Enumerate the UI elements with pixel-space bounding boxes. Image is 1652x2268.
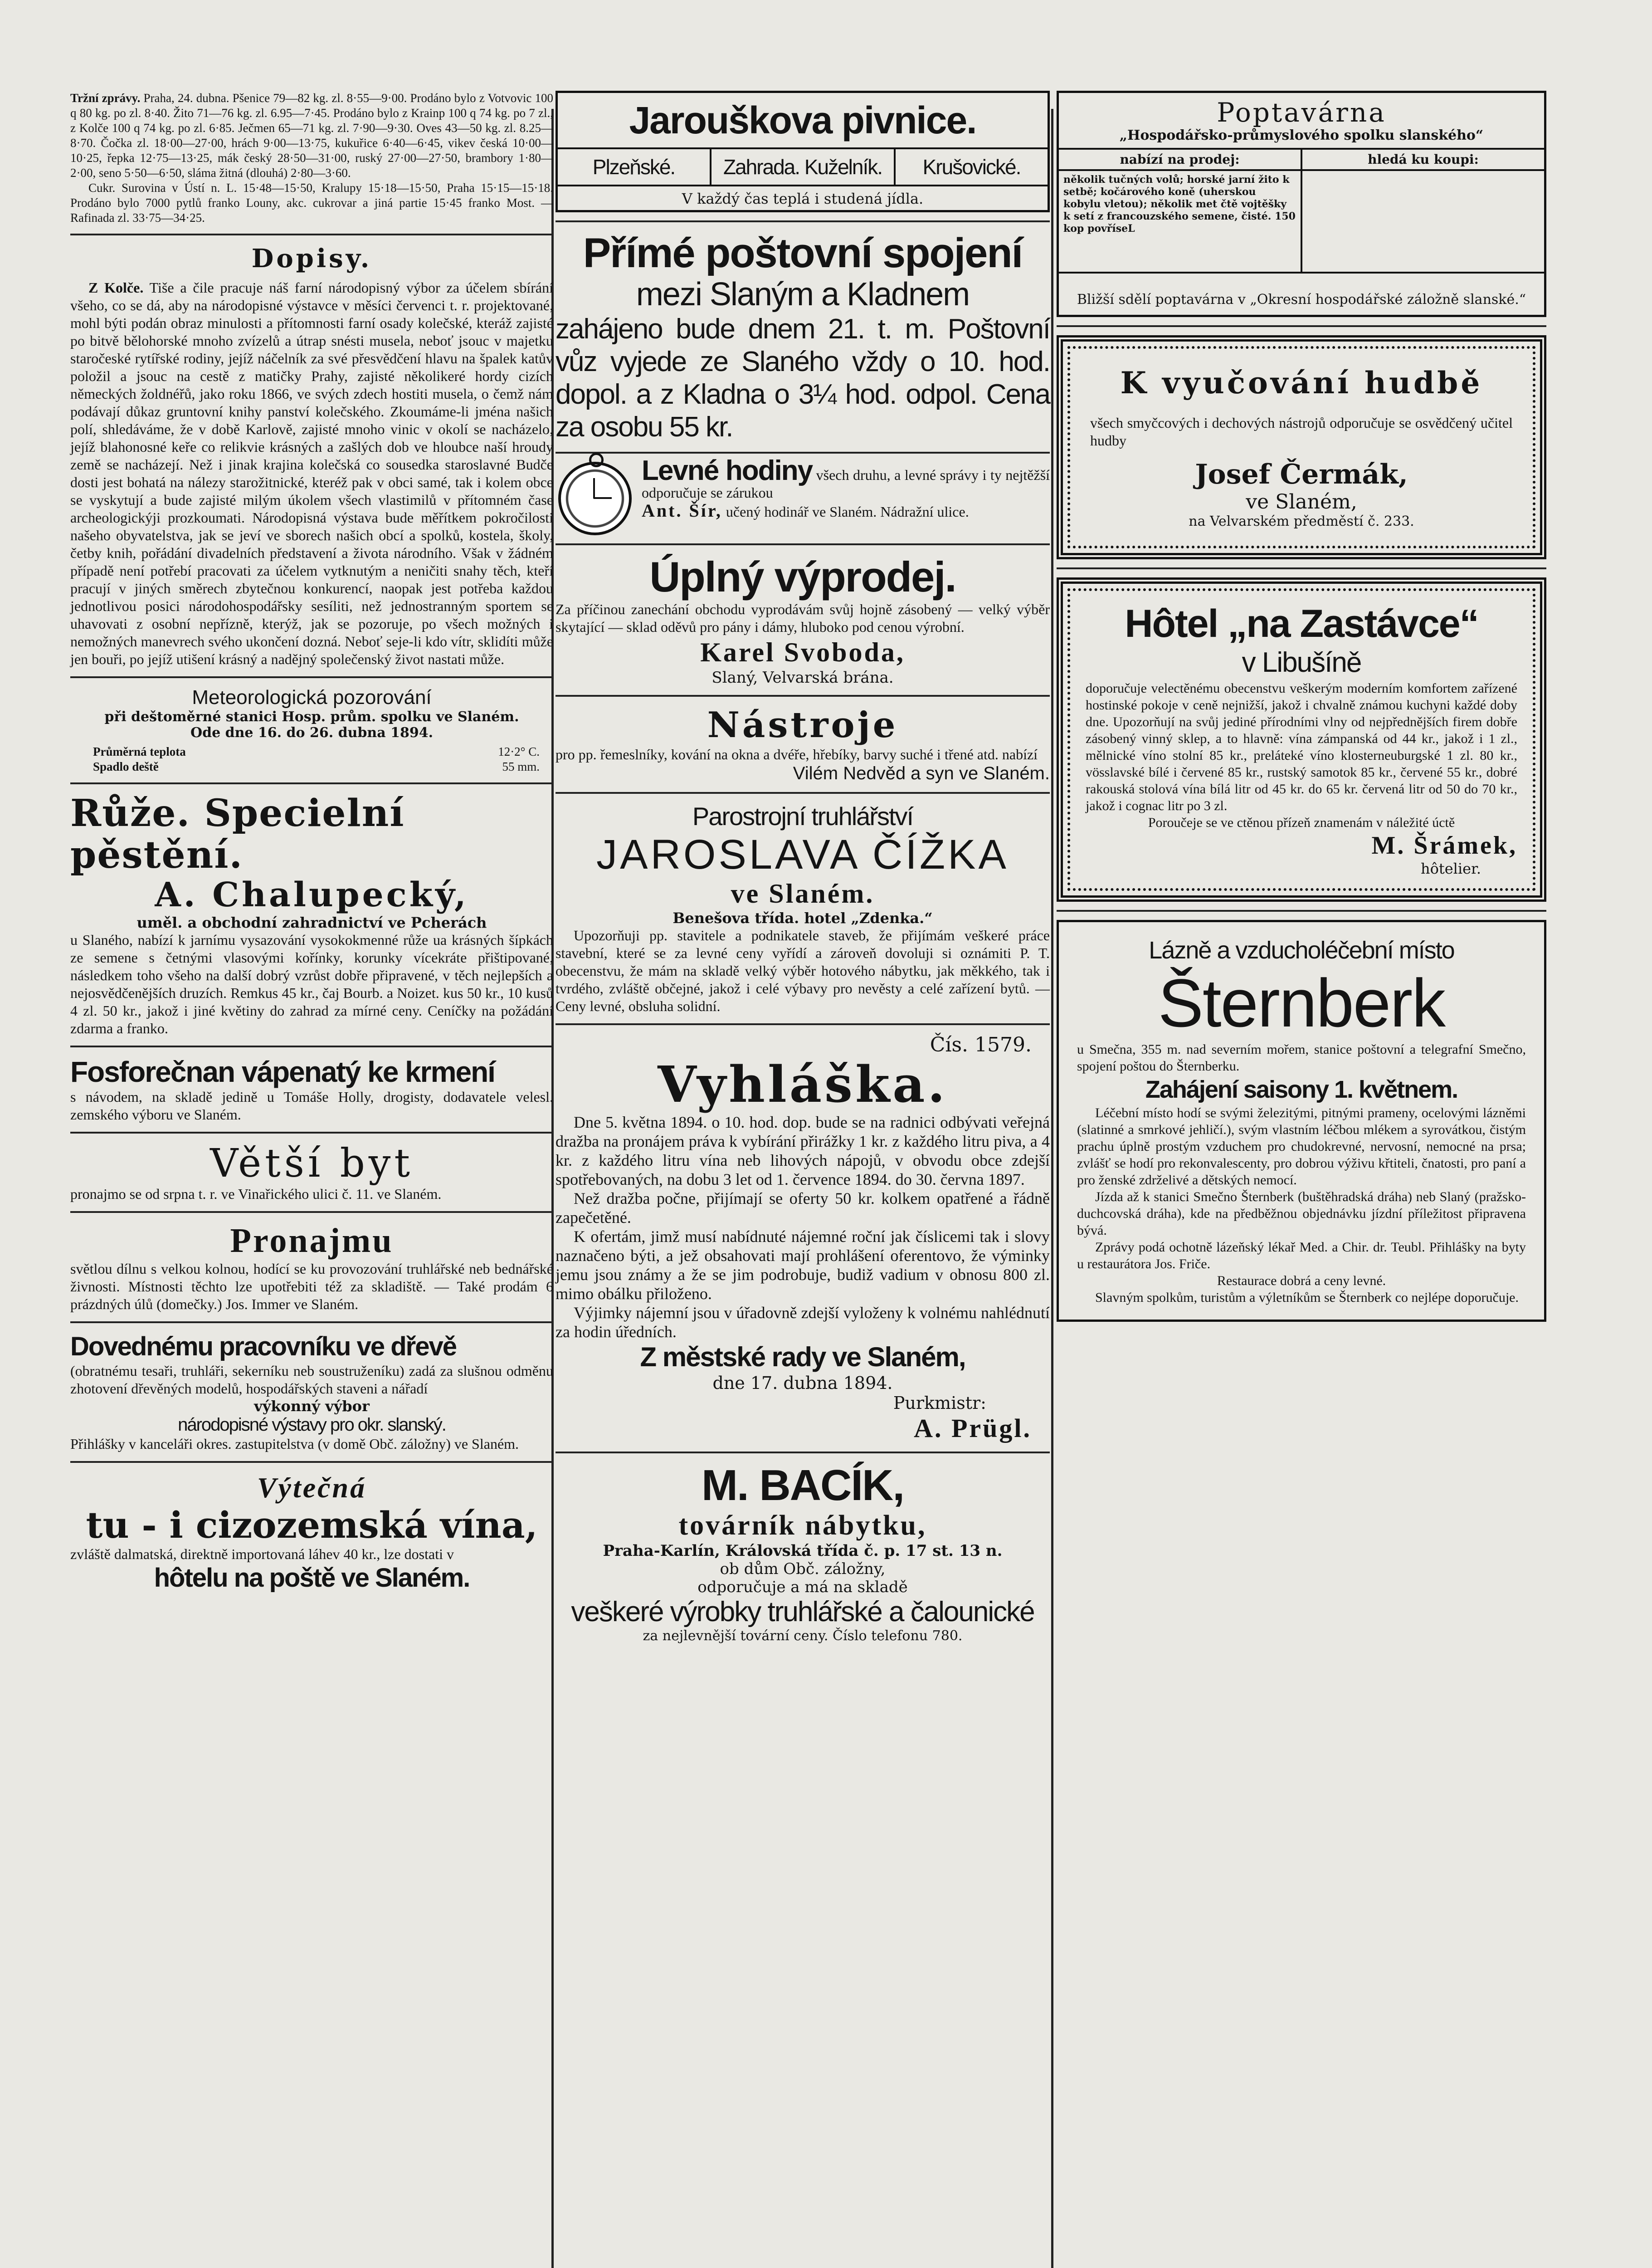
pocket-watch-icon [558,462,632,535]
pronajmu-heading: Pronajmu [230,1222,394,1260]
weather-temp-label: Průměrná teplota [93,745,186,758]
vyhlaska-text2: Než dražba počne, přijímají se oferty 50 kr. kolkem opatřené a řádně zapečetěné. [556,1189,1050,1227]
bacik-text2: odporučuje a má na skladě [697,1578,908,1596]
lazne-name: Šternberk [1158,965,1445,1041]
pivnice-item: Zahrada. Kuželník. [711,149,896,185]
pracovnik-text2: Přihlášky v kanceláři okres. zastupitelstva (v domě Obč. záložny) ve Slaném. [70,1436,519,1452]
roses-subtitle: uměl. a obchodní zahradnictví ve Pcherách [136,914,487,931]
hotel-text2: Poroučeje se ve ctěnou přízeň znamenám v náležité úctě [1148,815,1455,830]
bacik-text1: ob dům Obč. záložny, [720,1560,886,1578]
hodiny-line [642,455,1050,502]
divider [70,1132,553,1134]
dopisy-text: Tiše a čile pracuje náš farní národopisný výbor za účelem sbírání všeho, co se dá, aby na národopisné výstavce v měsíci červenci t. r. projektované, mohl býti podán obraz minulosti a přítomnosti farní osady kolečské, kteráž zajisté po bitvě bělohorské mnoho zvízelů a útrap snésti musela, neboť jsouc v majetku staročeské rytířské rodiny, jejíž náčelník za své přesvědčení hlavu na špalek katův položil a jsouc na cestě z matičky Prahy, zajisté několikeré hordy cizích německých žoldnéřů, jako roku 1866, ve svých zdech hostiti musela, o čemž nám podávají důkaz gruntovní knihy panství kolečského. Zkoumáme-li jména našich polí, shledáváme, že v době Karlově, zajisté mnoho vinic v okolí se nacházelo, jejíž blahonosné keře co relikvie krásných a zašlých dob ve hloubce naší hroudy země se nacházejí. Než i jinak krajina kolečská co sousedka staroslavné Budče dosti jest bohatá na nálezy starožitnické, kteréž pak v obci samé, tak i kolem obce se vyskytují a bude zajisté milým úkolem všech vlastimilů v přítomném čase archeologickýji prozkoumati. Národopisná výstava bude měřítkem pokročilosti našeho obyvatelstva, jak se jeví ve sborech našich obcí a spolků, kostela, školy, četby knih, pořádání divadelních představení a života národního. Však v žádném případě není potřebí pracovati za účelem vytknutým a neničiti snahy těch, kteří pracují v jiných směrech zbytečnou konkurencí, naopak jest potřeba každou jednotlivou posici národohospodářsky sesíliti, než jednostranným sportem se uhavovati z osobní nepřízně, kterýž, jak se pozoruje, po všech možných i nemožných manevrech svého ukončení dozná. Neboť seje-li kdo vítr, sklidíti může jen bouři, po jejíž utišení krásný a nadějný společenský život nastati může. [70,279,554,667]
hodiny-ad [556,455,1050,535]
nastroje-sig: Vilém Nedvěd a syn ve Slaném. [793,763,1050,783]
divider [556,1023,1050,1025]
market-text: Praha, 24. dubna. Pšenice 79—82 kg. zl. 8·55—9·00. Prodáno bylo z Votvovic 100 q 80 kg. po zl. 8·40. Žito 71—76 kg. zl. 6.95—7·45. Prodáno bylo z Krainp 100 q 74 kg. po 7 zl., z Kolče 100 q 74 kg. po zl. 6·85. Ječmen 65—71 kg. zl. 7·90—9·30. Oves 43—50 kg. zl. 8.25—8·70. Čočka zl. 18·00—27·00, hrách 9·00—13·75, kukuřice 6·40—6·45, vikev česká 10·00—10·25, řepka 12·75—13·25, mák český 28·50—31·00, ruský 27·00—27·50, brambory 1·80—2·00, seno 5·50—6·50, sláma žitná (dlouhá) 2·80—3·60. [70,91,554,180]
hotel-role: hôtelier. [1420,860,1481,877]
pronajmu-text: světlou dílnu s velkou kolnou, hodící se ku provozování truhlářské neb bednářské živnosti. Místnosti těchto lze upotřebiti též za skladiště. — Také prodám 6 prázdných úlů (domečky.) Jos. Immer ve Slaném. [70,1261,553,1312]
poptavarna-buy-empty [1301,170,1544,272]
vyprodej-heading: Úplný výprodej. [649,553,956,601]
vyhlaska-text1: Dne 5. května 1894. o 10. hod. dop. bude se na radnici odbývati veřejná dražba na pronájem práva k vybírání přirážky 1 kr. z každého litru piva, a 4 kr. z každého litru vína neb lihových nápojů, v obvodu obce zdejší spotřebovaných, na dobu 3 let od 1. července 1894. do 30. června 1897. [556,1113,1050,1188]
hotel-heading: Hôtel „na Zastávce“ [1125,602,1478,645]
vyhlaska-heading: Vyhláška. [658,1055,948,1114]
column-rule-right [1051,109,1053,2268]
hotel-ad [1057,577,1546,902]
truhlarstvi-name: JAROSLAVA ČÍŽKA [596,831,1009,878]
poptavarna-title: Poptavárna [1217,97,1386,128]
divider [1057,567,1546,569]
truhlarstvi-place: ve Slaném. [731,879,875,909]
pracovnik-sig2: národopisné výstavy pro okr. slanský. [178,1415,446,1435]
divider [556,452,1050,454]
hotel-place: v Libušíně [1242,647,1361,678]
pivnice-ad [556,91,1050,212]
poptavarna-col-offer: nabízí na prodej: [1059,150,1301,170]
divider [1057,910,1546,912]
poptavarna-ad [1057,91,1546,317]
sugar-report: Cukr. Surovina v Ústí n. L. 15·48—15·50, Kralupy 15·18—15·50, Praha 15·15—15·18. Prodáno bylo 7000 pytlů franko Louny, akc. cukrovar a jiná partie 15·45 franko Most. — Rafinada zl. 33·75—34·25. [70,181,553,225]
vyprodej-place: Slaný, Velvarská brána. [711,669,894,687]
divider [556,543,1050,545]
divider [556,220,1050,222]
divider [70,1046,553,1047]
hudba-text: všech smyčcových i dechových nástrojů odporučuje se osvědčený učitel hudby [1090,415,1513,449]
divider [556,1452,1050,1453]
bacik-footer: za nejlevnější tovární ceny. Číslo telefonu 780. [643,1628,963,1644]
bacik-name: M. BACÍK, [702,1461,904,1510]
weather-temp-row [70,744,553,759]
posta-heading1: Přímé poštovní spojení [583,230,1023,276]
hudba-place: ve Slaném, [1246,490,1357,513]
poptavarna-col-buy: hledá ku koupi: [1301,150,1544,170]
weather-temp-value: 12·2° C. [498,745,540,758]
byt-heading: Větší byt [210,1141,414,1186]
pivnice-item: Krušovické. [922,155,1021,179]
column-3 [1057,91,1546,1322]
poptavarna-table [1059,150,1544,272]
market-report [70,91,553,181]
weather-period: Ode dne 16. do 26. dubna 1894. [190,725,434,741]
hudba-name: Josef Čermák, [1195,459,1408,490]
vyhlaska-date: dne 17. dubna 1894. [712,1373,893,1393]
hudba-heading: K vyučování hudbě [1120,365,1483,401]
divider [556,792,1050,794]
hudba-address: na Velvarském předměstí č. 233. [1189,513,1414,529]
dopisy-place: Z Kolče. [88,279,144,296]
truhlarstvi-text: Upozorňuji pp. stavitele a podnikatele staveb, že přijímám veškeré práce stavební, které se za levné ceny vyřídí a zároveň dovoluji si oznámiti P. T. obecenstvu, že mám na skladě velký výběr hotového nábytku, jak měkkého, tak i tvrdého, zvláště občejné, jakož i celé výbavy pro nevěsty a celé zařízení bytů. — Ceny levné, obsluha solidní. [556,927,1050,1014]
vina-text: zvláště dalmatská, direktně importovaná láhev 40 kr., lze dostati v [70,1546,454,1562]
lazne-heading: Lázně a vzducholéčební místo [1149,937,1454,964]
divider [70,1211,553,1213]
roses-heading: Růže. Specielní pěstění. [70,792,405,877]
vina-heading2: tu - i cizozemská vína, [86,1504,538,1546]
vyhlaska-text3: K ofertám, jimž musí nabídnuté nájemné roční jak číslicemi tak i slovy naznačeno býti, a jež obsahovati mají prohlášení oferentovo, že výminky jemu jsou známy a že se jim podrobuje, budiž vadium v obnosu 800 zl. mimo obálku přiloženo. [556,1227,1050,1303]
lazne-season: Zahájení saisony 1. květnem. [1145,1076,1458,1103]
divider [70,676,553,678]
poptavarna-subtitle: „Hospodářsko-průmyslového spolku slanského“ [1059,127,1544,150]
weather-rain-label: Spadlo deště [93,760,159,773]
lazne-text5: Restaurace dobrá a ceny levné. [1217,1273,1386,1288]
divider [70,1461,553,1463]
vina-footer: hôtelu na poště ve Slaném. [154,1563,470,1593]
weather-title: Meteorologická pozorování [192,686,432,709]
hotel-text: doporučuje velectěnému obecenstvu veškerým moderním komfortem zařízené hostinské pokoje v ceně nejnižší, jakož i chvalně známou kuchyni každé doby dne. Upozorňují na svůj jediné přírodními vlny od nejpřednějších firem dobře zásobený vinný sklep, a to hlavně: vína zámpanská od 44 kr., jakož i 1 zl., mělnické víno stolní 85 kr., preláteké víno klosterneuburgské 1 zl. 80 kr., vösslavské bílé i červené 85 kr., rustský samotok 85 kr., červené 55 kr., dobré rakouská stolová vína bílá litr od 45 kr. do 65 kr. červená litr od 50 do 70 kr., jakož i cognac litr po 3 zl. [1086,681,1517,813]
pracovnik-heading: Dovednému pracovníku ve dřevě [70,1332,456,1361]
market-heading: Tržní zprávy. [70,91,141,105]
lazne-text6: Slavným spolkům, turistům a výletníkům se Šternberk co nejlépe doporučuje. [1095,1290,1519,1305]
nastroje-text: pro pp. řemeslníky, kování na okna a dvéře, hřebíky, barvy suché i třené atd. nabízí [556,746,1038,763]
divider [70,1321,553,1323]
pivnice-note: V každý čas teplá i studená jídla. [682,190,924,207]
hudba-ad [1057,335,1546,559]
column-1 [70,91,553,1593]
posta-text: zahájeno bude dnem 21. t. m. Poštovní vůz vyjede ze Slaného vždy o 10. hod. dopol. a z Kladna o 3¼ hod. odpol. Cena za osobu 55 kr. [556,313,1050,443]
dopisy-heading: Dopisy. [251,244,372,274]
vyhlaska-council: Z městské rady ve Slaném, [640,1342,965,1372]
byt-text: pronajmo se od srpna t. r. ve Vinařického ulici č. 11. ve Slaném. [70,1186,442,1202]
divider [70,782,553,784]
hodiny-text: všech druhu, a levné správy i ty nejtěžší odporučuje se zárukou [642,467,1050,501]
weather-rain-row [70,759,553,774]
lazne-text1: u Smečna, 355 m. nad severním mořem, stanice poštovní a telegrafní Smečno, spojení poštou do Šternberku. [1077,1042,1526,1074]
bacik-address: Praha-Karlín, Královská třída č. p. 17 st. 13 n. [603,1542,1003,1560]
lazne-ad [1057,920,1546,1322]
pivnice-item: Plzeňské. [558,149,711,185]
hodiny-text2: učený hodinář ve Slaném. Nádražní ulice. [726,503,969,520]
vyhlaska-number: Čís. 1579. [930,1033,1032,1056]
vyhlaska-mayor: A. Prügl. [914,1413,1032,1443]
lazne-text2: Léčební místo hodí se svými železitými, pitnými prameny, ocelovými lázněmi (slatinné a smrkové jehličí.), svým vlastním léčbou mlékem a syrovátkou, čistým prachu úplně prostým vzduchem pro chudokrevné, nervosní, nemocné na prsa; zvlášť se hodí pro rekonvalescenty, pro dobrou výživu křtiteli, čnatosti, pro paní a pro ženské zdrželivé a dětských nemocí. [1077,1105,1526,1188]
pivnice-items [558,149,1048,186]
vyhlaska-mayor-label: Purkmistr: [893,1393,986,1413]
hodiny-name: Ant. Šír, [642,500,722,521]
divider [1057,325,1546,327]
weather-rain-value: 55 mm. [502,760,540,773]
bacik-title: továrník nábytku, [678,1510,927,1541]
fosfor-heading: Fosforečnan vápenatý ke krmení [70,1056,495,1088]
lazne-text3: Jízda až k stanici Smečno Šternberk (buštěhradská dráha) neb Slaný (pražsko-duchcovská dráha), kde na předběžnou objednávku jízdní příležitost připravena bývá. [1077,1189,1526,1238]
bacik-heading: veškeré výrobky truhlářské a čalounické [571,1596,1034,1628]
hotel-name: M. Šrámek, [1371,831,1517,860]
vyprodej-name: Karel Svoboda, [700,637,905,667]
roses-name: A. Chalupecký, [155,875,469,914]
pracovnik-sig1: výkonný výbor [254,1398,370,1415]
fosfor-text: s návodem, na skladě jedině u Tomáše Holly, drogisty, dodavatele velesl. zemského výboru ve Slaném. [70,1089,553,1123]
roses-text: u Slaného, nabízí k jarnímu vysazování vysokokmenné růže ua krásných šípkách ze semene s četnými vlasovými kořínky, korunky vícekráte přištipované, následkem toho všeho na další dobrý vzrůst dobře připravené, v těch nejlepších a nejosvědčenějších druzích. Remkus 45 kr., čaj Bourb. a Noizet. kus 50 kr., 10 kusů 4 zl. 50 kr., jakož i jiné květiny do zahrad za mírné ceny. Ceníčky na požádání zdarma a franko. [70,932,553,1036]
column-2 [556,91,1050,1644]
nastroje-heading: Nástroje [707,704,898,746]
poptavarna-footer: Bližší sdělí poptavárna v „Okresní hospodářské záložně slanské.“ [1059,272,1544,315]
vina-heading1: Výtečná [257,1471,367,1504]
posta-heading2: mezi Slaným a Kladnem [636,276,970,313]
poptavarna-items: několik tučných volů; horské jarní žito k setbě; kočárového koně (uherskou kobylu vletou); několik met čtě vojtěšky k setí z francouzského semene, čisté. 150 kop povříseL [1059,170,1301,272]
divider [556,695,1050,697]
vyprodej-text: Za příčinou zanechání obchodu vyprodávám svůj hojně zásobený — velký výběr skytající — sklad oděvů pro pány i dámy, hluboko pod cenou výrobní. [556,601,1050,635]
hodiny-sig [642,502,1050,521]
dopisy-article [70,279,553,668]
weather-subtitle: při deštoměrné stanici Hosp. prům. spolku ve Slaném. [104,709,519,725]
truhlarstvi-address: Benešova třída. hotel „Zdenka.“ [672,909,933,927]
truhlarstvi-heading: Parostrojní truhlářství [692,802,913,831]
vyhlaska-text4: Výjimky nájemní jsou v úřadovně zdejší vyloženy k volnému nahlédnutí za hodin úředních. [556,1304,1050,1341]
pivnice-title: Jarouškova pivnice. [558,98,1048,149]
lazne-text4: Zprávy podá ochotně lázeňský lékař Med. a Chir. dr. Teubl. Přihlášky na byty u restaurátora Jos. Friče. [1077,1240,1526,1271]
pracovnik-text: (obratnému tesaři, truhláři, sekerníku neb soustruženíku) zadá za slušnou odměnu zhotovení dřevěných modelů, hospodářských staveni a nářadí [70,1363,553,1397]
divider [70,234,553,235]
hodiny-heading: Levné hodiny [642,455,813,486]
